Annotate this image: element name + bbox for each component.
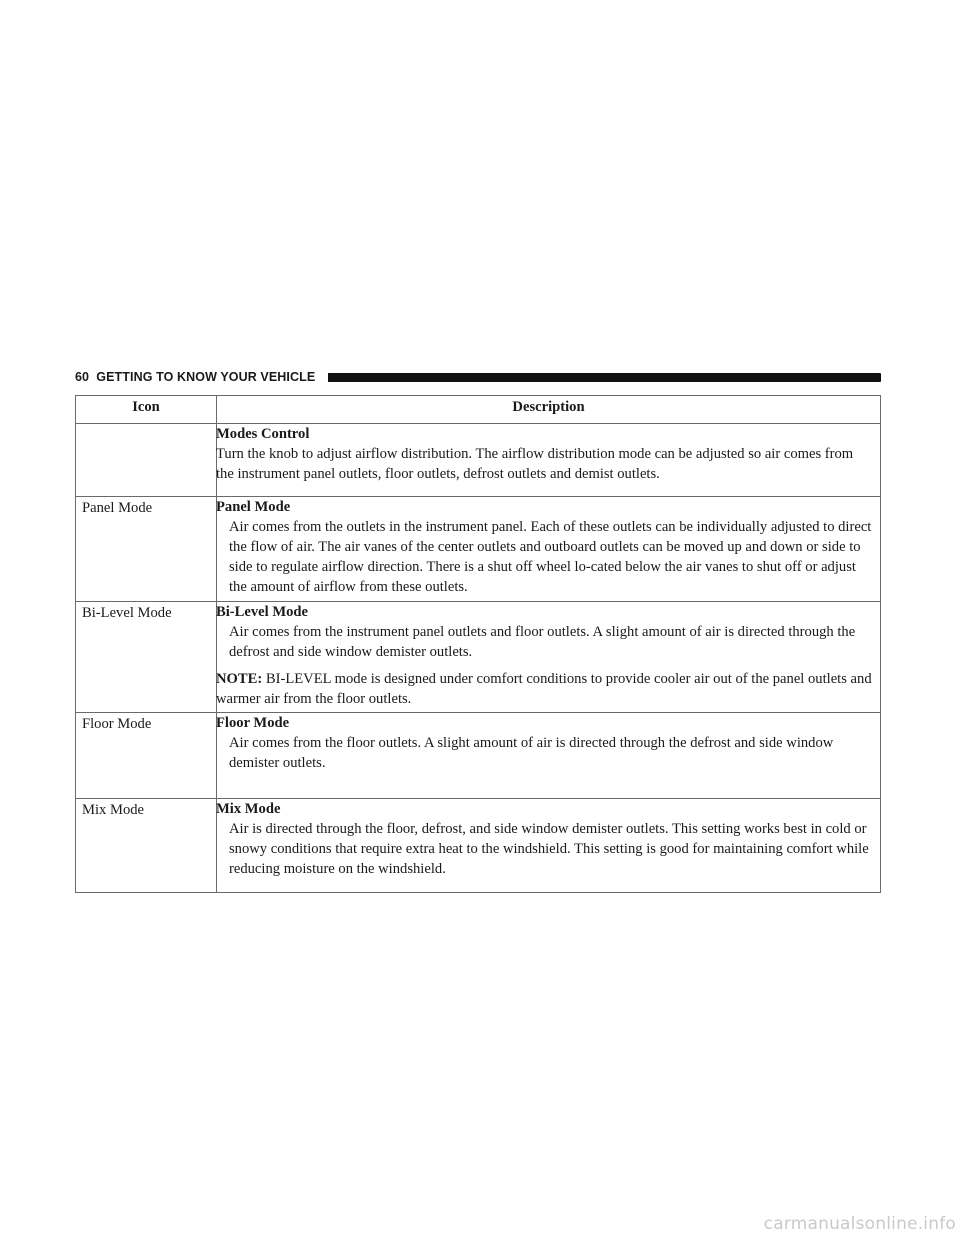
modes-table	[75, 395, 881, 893]
row-description: Air comes from the floor outlets. A slight amount of air is directed through the defrost and side window demister outlets.	[229, 735, 834, 771]
icon-cell: Panel Mode	[76, 497, 217, 602]
icon-cell: Mix Mode	[76, 799, 217, 893]
watermark-link[interactable]: carmanualsonline.info	[763, 1214, 956, 1234]
row-description: Air is directed through the floor, defrost, and side window demister outlets. This setting works best in cold or snowy conditions that require extra heat to the windshield. This setting is good for maintaining comfort while reducing moisture on the windshield.	[229, 821, 869, 877]
row-title: Floor Mode	[216, 715, 290, 731]
column-header-description: Description	[217, 396, 881, 424]
icon-cell: Bi-Level Mode	[76, 602, 217, 713]
row-description: Air comes from the instrument panel outlets and floor outlets. A slight amount of air is directed through the defrost and side window demister outlets.	[229, 624, 856, 660]
page-header-text	[75, 370, 315, 384]
row-description: Turn the knob to adjust airflow distribution. The airflow distribution mode can be adjusted so air comes from the instrument panel outlets, floor outlets, defrost outlets and demist outlets.	[216, 446, 854, 482]
description-cell	[217, 424, 881, 497]
row-title: Panel Mode	[216, 499, 291, 515]
page-number: 60	[75, 370, 90, 384]
table-row	[76, 713, 881, 799]
note-paragraph	[216, 669, 874, 709]
description-cell	[217, 497, 881, 602]
note-label: NOTE:	[216, 671, 263, 687]
header-rule-bar	[328, 373, 881, 382]
description-cell	[217, 602, 881, 713]
table-header-row	[76, 396, 881, 424]
note-text: BI-LEVEL mode is designed under comfort conditions to provide cooler air out of the panel outlets and warmer air from the floor outlets.	[216, 671, 872, 707]
page-header	[75, 369, 881, 387]
description-cell	[217, 713, 881, 799]
table-row	[76, 497, 881, 602]
table-row	[76, 602, 881, 713]
row-title: Mix Mode	[216, 801, 281, 817]
table-row	[76, 424, 881, 497]
row-title: Bi-Level Mode	[216, 604, 309, 620]
section-title: GETTING TO KNOW YOUR VEHICLE	[96, 370, 316, 384]
description-cell	[217, 799, 881, 893]
icon-cell: Floor Mode	[76, 713, 217, 799]
table-row	[76, 799, 881, 893]
icon-cell	[76, 424, 217, 497]
row-description: Air comes from the outlets in the instrument panel. Each of these outlets can be individually adjusted to direct the flow of air. The air vanes of the center outlets and outboard outlets can be moved up and down or side to side to regulate airflow direction. There is a shut off wheel lo-cated below the air vanes to shut off or adjust the amount of airflow from these outlets.	[229, 519, 872, 595]
row-title: Modes Control	[216, 426, 310, 442]
column-header-icon: Icon	[76, 396, 217, 424]
